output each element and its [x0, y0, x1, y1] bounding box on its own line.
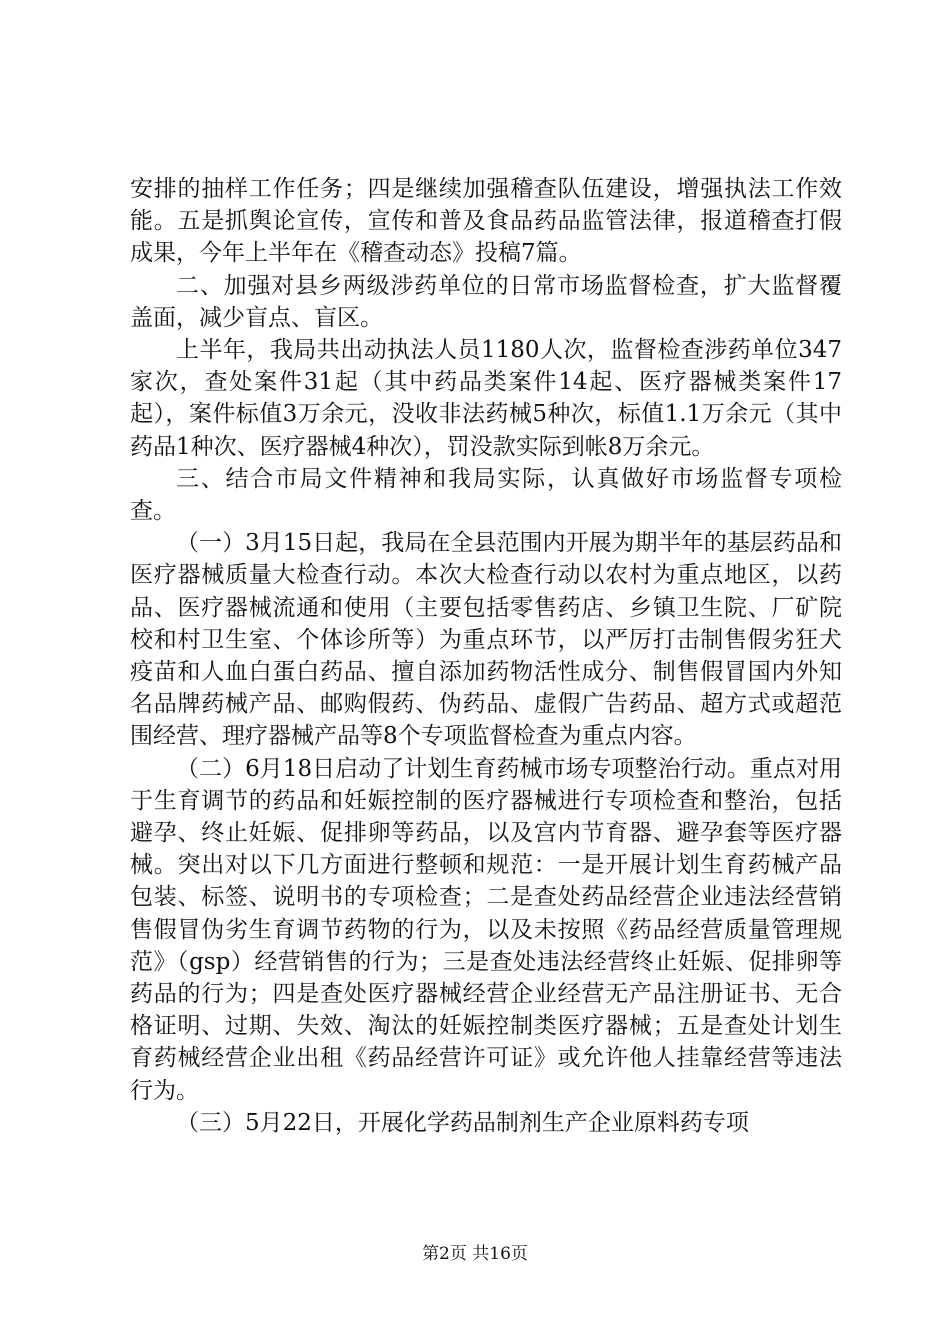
paragraph-section-two-heading: 二、加强对县乡两级涉药单位的日常市场监督检查，扩大监督覆盖面，减少盲点、盲区。 — [130, 272, 842, 331]
document-body — [130, 173, 842, 1139]
paragraph-section-three-heading: 三、结合市局文件精神和我局实际，认真做好市场监督专项检查。 — [130, 465, 842, 525]
paragraph-item-one: （一）3月15日起，我局在全县范围内开展为期半年的基层药品和医疗器械质量大检查行动。本次大检查行动以农村为重点地区，以药品、医疗器械流通和使用（主要包括零售药店、乡镇卫生院、厂矿院校和村卫生室、个体诊所等）为重点环节，以严厉打击制售假劣狂犬疫苗和人血白蛋白药品、擅自添加药物活性成分、制售假冒国内外知名品牌药械产品、邮购假药、伪药品、虚假广告药品、超方式或超范围经营、理疗器械产品等8个专项监督检查为重点内容。 — [130, 530, 842, 750]
page-footer — [0, 1243, 950, 1265]
paragraph-continued: 安排的抽样工作任务；四是继续加强稽查队伍建设，增强执法工作效能。五是抓舆论宣传，宣传和普及食品药品监管法律，报道稽查打假成果，今年上半年在《稽查动态》投稿7篇。 — [130, 176, 842, 267]
paragraph-item-two: （二）6月18日启动了计划生育药械市场专项整治行动。重点对用于生育调节的药品和妊娠控制的医疗器械进行专项检查和整治，包括避孕、终止妊娠、促排卵等药品，以及宫内节育器、避孕套等医疗器械。突出对以下几方面进行整顿和规范：一是开展计划生育药械产品包装、标签、说明书的专项检查；二是查处药品经营企业违法经营销售假冒伪劣生育调节药物的行为，以及未按照《药品经营质量管理规范》（gsp）经营销售的行为；三是查处违法经营终止妊娠、促排卵等药品的行为；四是查处医疗器械经营企业经营无产品注册证书、无合格证明、过期、失效、淘汰的妊娠控制类医疗器械；五是查处计划生育药械经营企业出租《药品经营许可证》或允许他人挂靠经营等违法行为。 — [130, 755, 842, 1104]
page-number-label: 第2页 共16页 — [422, 1244, 528, 1264]
paragraph-item-three: （三）5月22日，开展化学药品制剂生产企业原料药专项 — [176, 1109, 749, 1136]
paragraph-half-year-stats: 上半年，我局共出动执法人员1180人次，监督检查涉药单位347家次，查处案件31起（其中药品类案件14起、医疗器械类案件17起），案件标值3万余元，没收非法药械5种次，标值1.1万余元（其中药品1种次、医疗器械4种次），罚没款实际到帐8万余元。 — [130, 337, 842, 460]
